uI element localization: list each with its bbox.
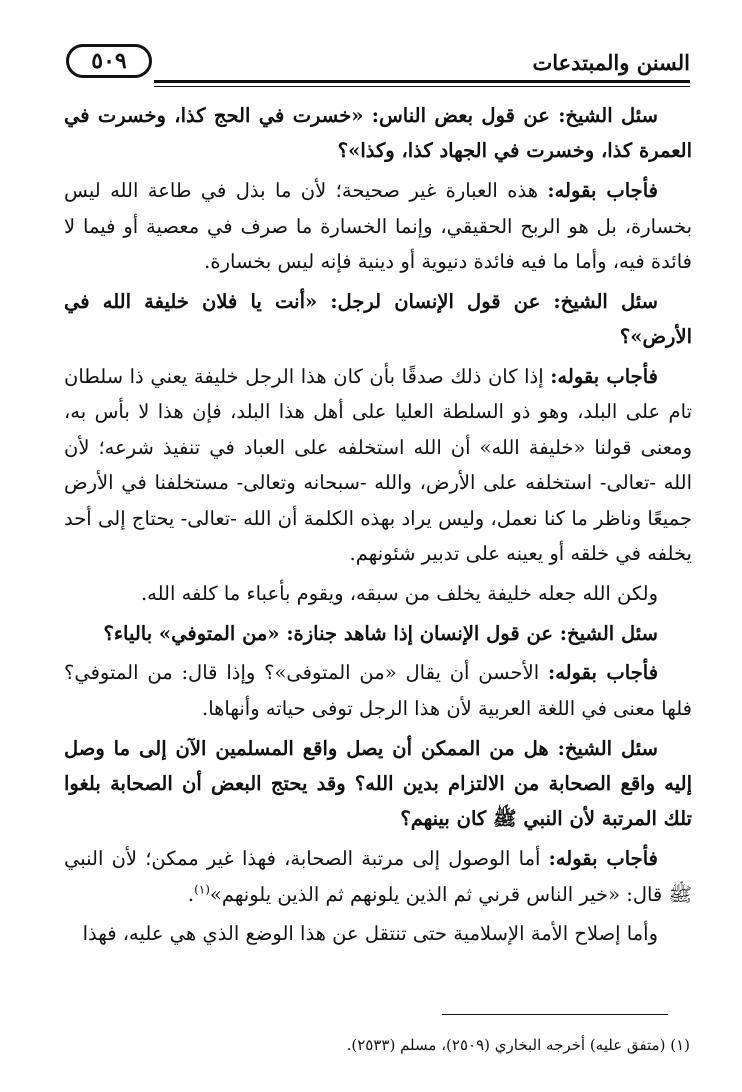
header-rule-thin <box>154 86 690 87</box>
footnote-rule <box>442 1014 668 1015</box>
answer-2-continued <box>64 576 692 611</box>
question-lead: سئل الشيخ: <box>553 289 658 313</box>
question-4 <box>64 731 692 837</box>
answer-1 <box>64 173 692 279</box>
body-text <box>64 98 692 956</box>
question-1 <box>64 98 692 169</box>
answer-extra: ولكن الله جعله خليفة يخلف من سبقه، ويقوم بأعباء ما كلفه الله. <box>140 581 658 605</box>
question-text: عن قول بعض الناس: «خسرت في الحج كذا، وخسرت في العمرة كذا، وخسرت في الجهاد كذا، وكذا»؟ <box>64 104 692 163</box>
answer-text: هذه العبارة غير صحيحة؛ لأن ما بذل في طاعة الله ليس بخسارة، بل هو الربح الحقيقي، وإنما الخسارة ما صرف في معصية أو فيما لا فائدة فيه، وأما ما فيه فائدة دنيوية أو دينية فإنه ليس بخسارة. <box>64 179 692 274</box>
answer-text: أما الوصول إلى مرتبة الصحابة، فهذا غير ممكن؛ لأن النبي ﷺ قال: «خير الناس قرني ثم الذين يلونهم ثم الذين يلونهم» <box>64 847 692 906</box>
page-number: ٥٠٩ <box>91 48 127 74</box>
question-text: عن قول الإنسان لرجل: «أنت يا فلان خليفة الله في الأرض»؟ <box>64 289 692 349</box>
answer-4-continued <box>64 916 692 951</box>
page-header <box>66 44 690 88</box>
question-lead: سئل الشيخ: <box>559 621 658 645</box>
answer-text: الأحسن أن يقال «من المتوفى»؟ وإذا قال: من المتوفي؟ فلها معنى في اللغة العربية لأن هذا الرجل توفى حياته وأنهاها. <box>64 661 692 720</box>
answer-text: إذا كان ذلك صدقًا بأن كان هذا الرجل خليفة يعني ذا سلطان تام على البلد، وهو ذو السلطة العليا على أهل هذا البلد، فإن هذا لا بأس به، ومعنى قولنا «خليفة الله» أن الله استخلفه على العباد في تنفيذ شرعه؛ لأن الله -تعالى- استخلفه على الأرض، والله -سبحانه وتعالى- مستخلفنا في الأرض جميعًا وناظر ما كنا نعمل، وليس يراد بهذه الكلمة أن الله -تعالى- يحتاج إلى أحد يخلفه في خلقه أو يعينه على تدبير شئونهم. <box>64 365 692 566</box>
question-text: هل من الممكن أن يصل واقع المسلمين الآن إلى ما وصل إليه واقع الصحابة من الالتزام بدين الله؟ وقد يحتج البعض أن الصحابة بلغوا تلك المرتبة لأن النبي ﷺ كان بينهم؟ <box>64 736 692 831</box>
question-3 <box>64 616 692 651</box>
question-lead: سئل الشيخ: <box>558 104 658 127</box>
answer-4 <box>64 841 692 912</box>
running-title: السنن والمبتدعات <box>532 50 690 75</box>
question-text: عن قول الإنسان إذا شاهد جنازة: «من المتوفي» بالياء؟ <box>103 621 553 645</box>
question-2 <box>64 284 692 355</box>
question-lead: سئل الشيخ: <box>557 736 658 760</box>
answer-lead: فأجاب بقوله: <box>550 365 658 389</box>
answer-2 <box>64 359 692 571</box>
header-rule-thick <box>154 80 690 83</box>
answer-lead: فأجاب بقوله: <box>548 661 659 685</box>
answer-lead: فأجاب بقوله: <box>547 179 658 203</box>
answer-tail: . <box>187 882 195 906</box>
answer-3 <box>64 655 692 726</box>
footnote-marker: (١) <box>194 882 210 897</box>
answer-lead: فأجاب بقوله: <box>548 847 658 871</box>
footnote: (١) (متفق عليه) أخرجه البخاري (٢٥٠٩)، مسلم (٢٥٣٣). <box>346 1036 690 1054</box>
page-number-badge <box>66 44 152 78</box>
answer-extra: وأما إصلاح الأمة الإسلامية حتى تنتقل عن هذا الوضع الذي هي عليه، فهذا <box>82 922 658 946</box>
